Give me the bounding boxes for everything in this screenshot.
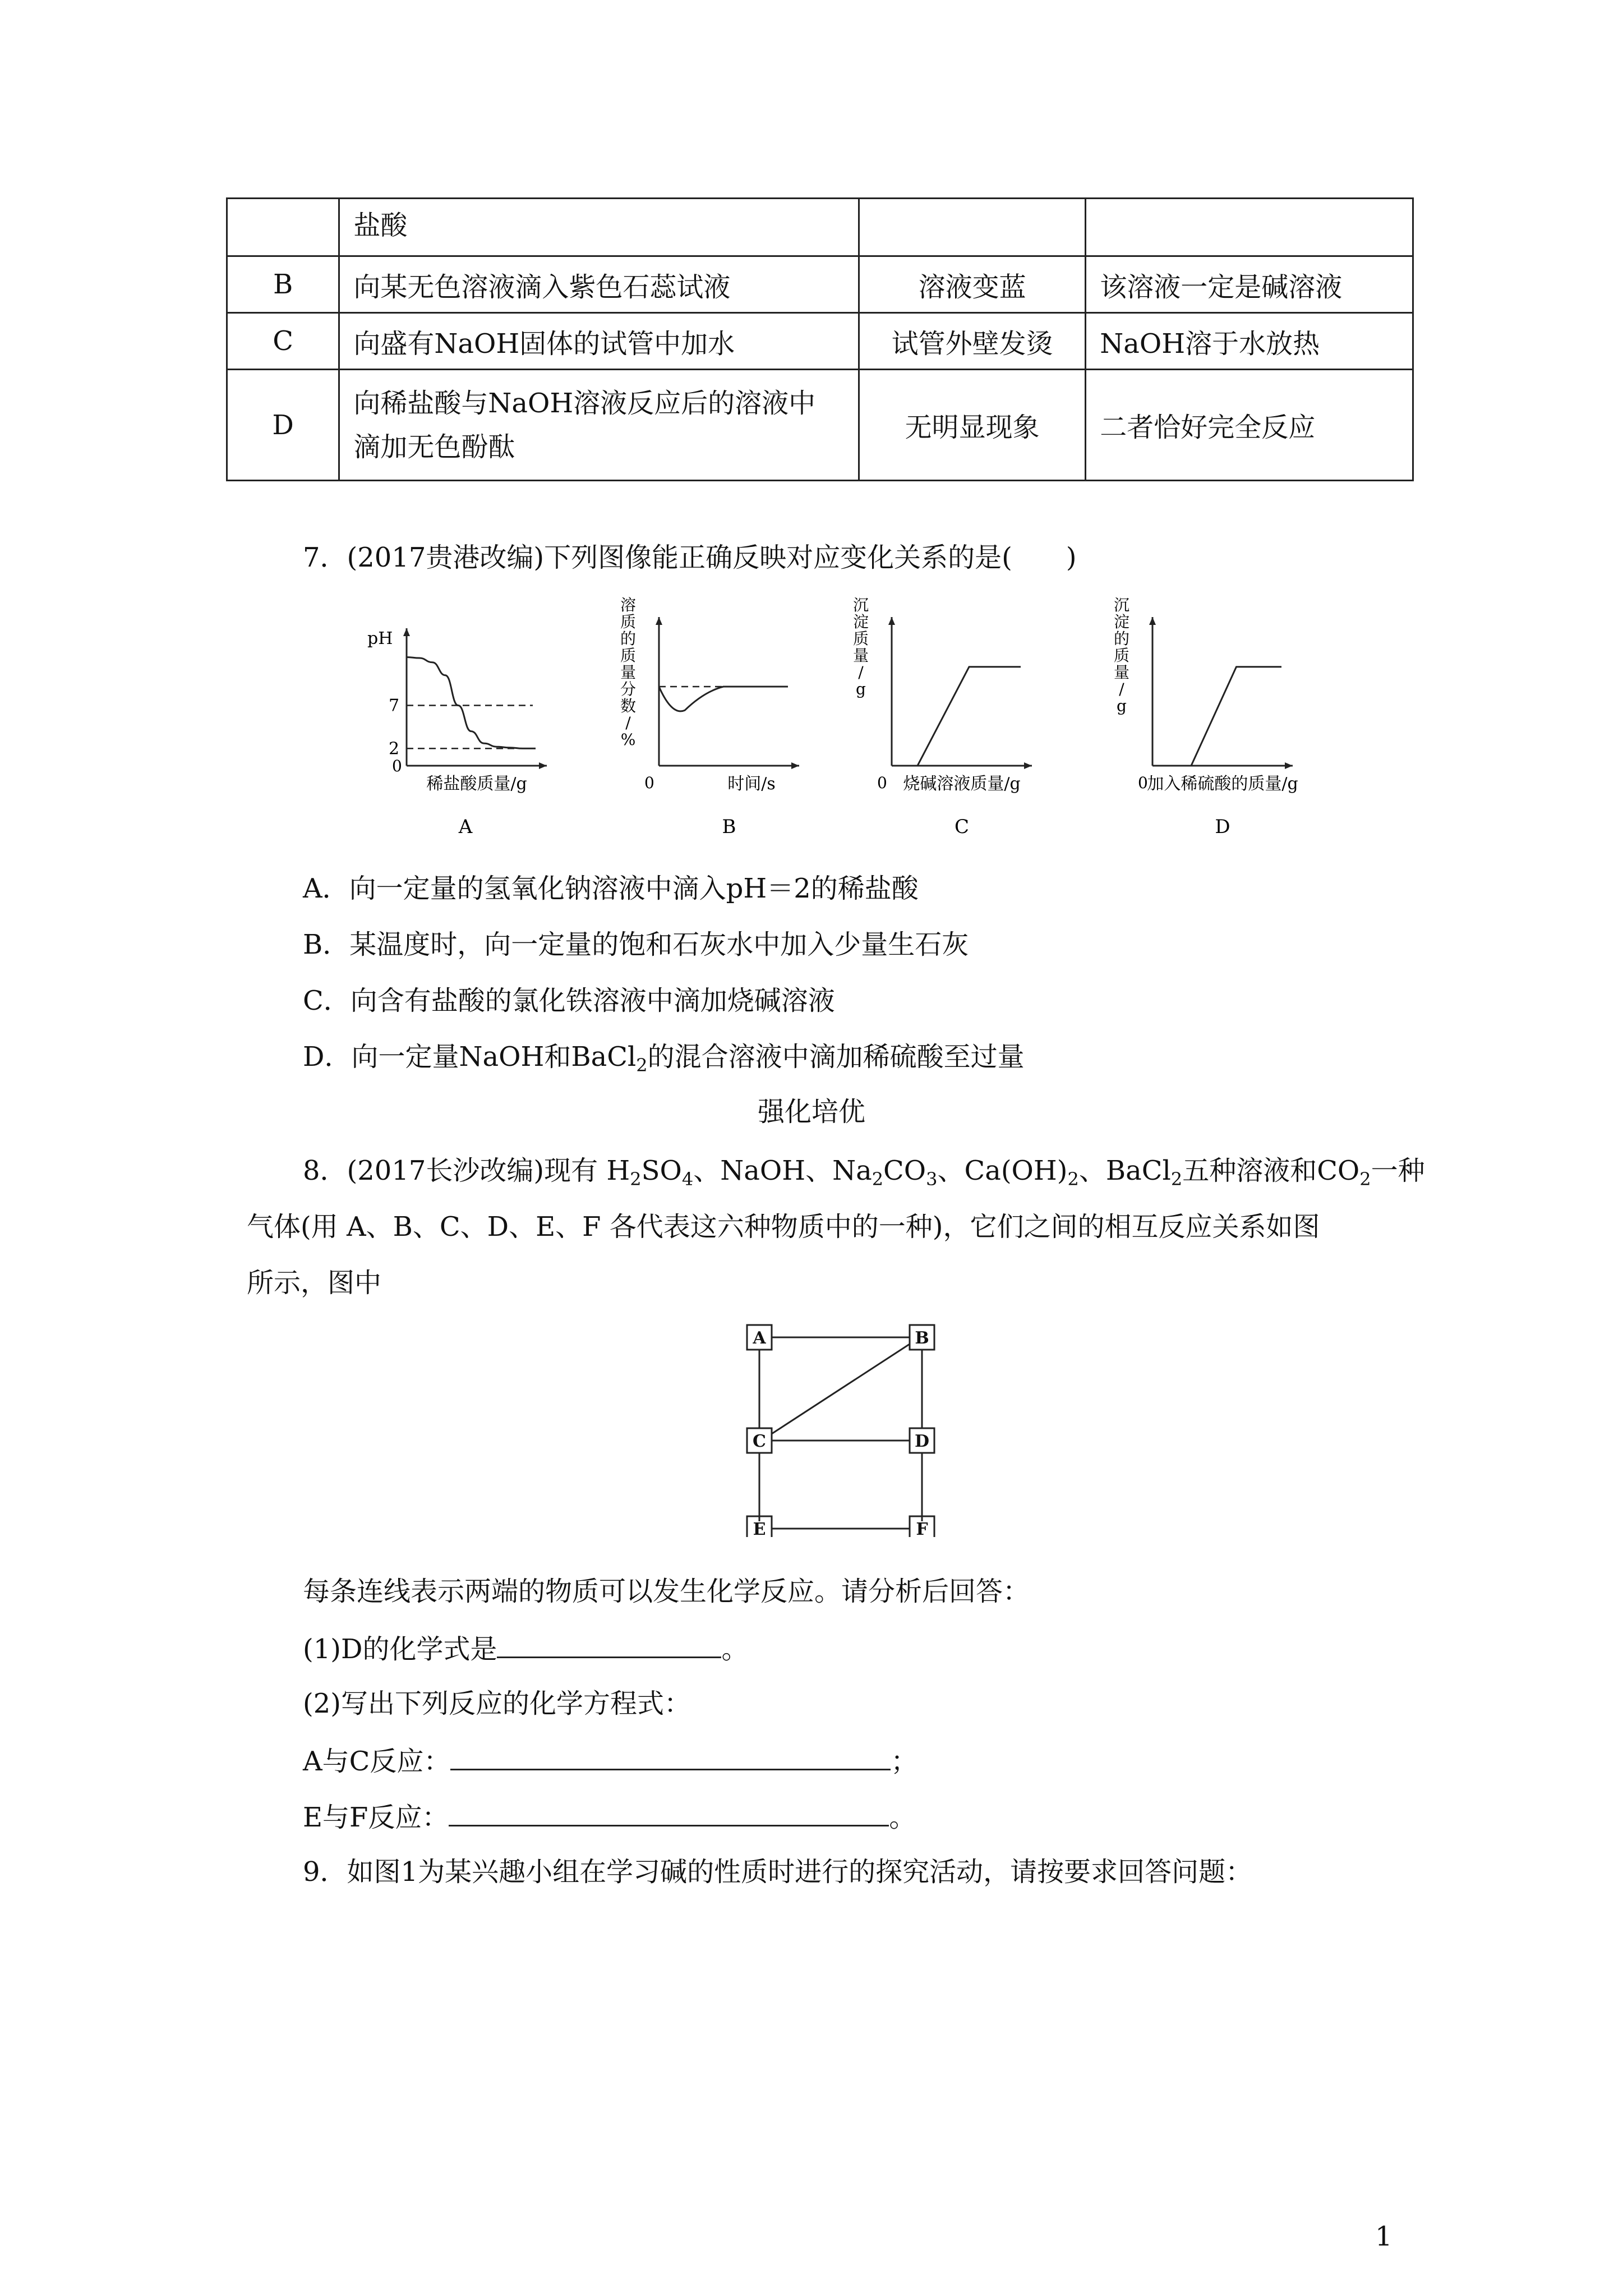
question-8-sub1 <box>303 1630 749 1667</box>
text: 。 <box>889 1802 916 1833</box>
origin-label: 0 <box>877 774 887 792</box>
y-axis-label-char: % <box>620 730 636 749</box>
y-axis-label-char: 淀 <box>1113 613 1130 631</box>
text: 。 <box>721 1634 749 1665</box>
option-d-text: D．向一定量NaOH和BaCl <box>303 1041 637 1073</box>
question-8-ac <box>303 1742 917 1779</box>
x-axis-arrow <box>791 762 799 769</box>
y-axis-label-char: 量 <box>852 646 869 665</box>
conclusion-cell <box>1086 199 1413 256</box>
y-axis-label-char: 量 <box>620 663 637 682</box>
series-line <box>659 687 788 711</box>
table-row <box>227 313 1413 370</box>
row-label: D <box>227 370 339 481</box>
table-row <box>227 370 1413 481</box>
node-b: B <box>915 1328 929 1348</box>
y-axis-label-char: g <box>1117 697 1127 715</box>
y-axis-label-char: 的 <box>620 629 637 648</box>
y-axis-label-char: 数 <box>620 697 637 715</box>
question-8-line2: 气体(用 A、B、C、D、E、F 各代表这六种物质中的一种)，它们之间的相互反应关系如图 <box>247 1211 1320 1243</box>
panel-label: B <box>722 816 736 838</box>
option-b: B．某温度时，向一定量的饱和石灰水中加入少量生石灰 <box>303 929 969 960</box>
text: ； <box>891 1746 918 1777</box>
y-tick-label: 2 <box>389 739 400 759</box>
node-c: C <box>753 1432 766 1451</box>
x-axis-label: 时间/s <box>727 774 776 794</box>
x-axis-label: 烧碱溶液质量/g <box>903 774 1021 794</box>
operation-cell: 盐酸 <box>339 199 859 256</box>
row-label: B <box>227 256 339 313</box>
reaction-diagram <box>729 1313 976 1537</box>
y-tick-label: 7 <box>389 696 400 716</box>
text: 一种 <box>1371 1155 1425 1186</box>
x-axis-arrow <box>1285 762 1293 769</box>
question-9: 9．如图1为某兴趣小组在学习碱的性质时进行的探究活动，请按要求回答问题： <box>303 1856 1253 1888</box>
answer-blank-d[interactable] <box>497 1630 721 1658</box>
y-axis-label-char: 沉 <box>852 596 869 614</box>
x-axis-label: 稀盐酸质量/g <box>426 774 527 794</box>
row-label <box>227 199 339 256</box>
node-d: D <box>914 1432 930 1451</box>
series-line <box>407 657 536 749</box>
panel-label: D <box>1215 816 1230 838</box>
option-a: A．向一定量的氢氧化钠溶液中滴入pH＝2的稀盐酸 <box>303 873 919 904</box>
y-axis-label: pH <box>367 629 393 648</box>
y-axis-label-char: 分 <box>620 680 637 698</box>
option-d <box>303 1039 1025 1083</box>
panel-label: C <box>954 816 970 838</box>
phenomenon-cell: 试管外壁发烫 <box>859 313 1086 370</box>
text: 8．(2017长沙改编)现有 H <box>303 1155 630 1186</box>
phenomenon-cell: 无明显现象 <box>859 370 1086 481</box>
y-axis-label-char: / <box>858 663 864 682</box>
y-axis-arrow <box>1149 617 1156 625</box>
y-axis-arrow <box>656 617 662 625</box>
question-8-ef <box>303 1798 916 1835</box>
y-axis-label-char: g <box>856 680 866 698</box>
conclusion-cell: 该溶液一定是碱溶液 <box>1086 256 1413 313</box>
subscript: 4 <box>681 1168 694 1190</box>
subscript: 2 <box>636 1055 648 1076</box>
text: SO <box>641 1155 682 1186</box>
table-row <box>227 256 1413 313</box>
experiment-table <box>226 197 1414 481</box>
text: CO <box>883 1155 926 1186</box>
operation-cell: 向某无色溶液滴入紫色石蕊试液 <box>339 256 859 313</box>
operation-line: 向稀盐酸与NaOH溶液反应后的溶液中 <box>353 387 816 419</box>
question-7-charts <box>359 595 1413 853</box>
y-axis-label-char: / <box>625 714 631 732</box>
subscript: 2 <box>1170 1168 1183 1190</box>
subscript: 2 <box>1067 1168 1079 1190</box>
operation-line: 滴加无色酚酞 <box>353 431 515 463</box>
conclusion-cell: NaOH溶于水放热 <box>1086 313 1413 370</box>
series-line <box>892 667 1021 766</box>
x-axis-label: 加入稀硫酸的质量/g <box>1147 774 1298 794</box>
y-axis-label-char: 的 <box>1113 629 1130 648</box>
subscript: 2 <box>630 1168 642 1190</box>
operation-cell <box>339 370 859 481</box>
origin-label: 0 <box>1138 774 1148 792</box>
subscript: 2 <box>1359 1168 1371 1190</box>
question-8-after: 每条连线表示两端的物质可以发生化学反应。请分析后回答： <box>303 1576 1030 1607</box>
row-label: C <box>227 313 339 370</box>
x-axis-arrow <box>539 762 547 769</box>
question-8-line1 <box>303 1153 1425 1197</box>
answer-blank-ac[interactable] <box>450 1742 891 1770</box>
conclusion-cell: 二者恰好完全反应 <box>1086 370 1413 481</box>
node-f: F <box>916 1520 928 1537</box>
subscript: 2 <box>872 1168 884 1190</box>
y-axis-label-char: 质 <box>852 629 869 648</box>
y-axis-arrow <box>403 628 410 636</box>
panel-label: A <box>458 816 473 838</box>
question-8-line3: 所示，图中 <box>247 1267 382 1299</box>
subscript: 3 <box>926 1168 938 1190</box>
option-c: C．向含有盐酸的氯化铁溶液中滴加烧碱溶液 <box>303 985 835 1016</box>
origin-label: 0 <box>392 757 402 775</box>
y-axis-label-char: 量 <box>1113 663 1130 682</box>
y-axis-label-char: 质 <box>620 646 637 665</box>
text: E与F反应： <box>303 1802 449 1833</box>
y-axis-label-char: 溶 <box>620 596 637 614</box>
y-axis-label-char: / <box>1119 680 1124 698</box>
y-axis-label-char: 沉 <box>1113 596 1130 614</box>
y-axis-arrow <box>888 617 895 625</box>
edge-c-b <box>772 1344 910 1434</box>
page-number: 1 <box>1375 2221 1393 2252</box>
section-title: 强化培优 <box>757 1096 865 1128</box>
node-a: A <box>753 1328 766 1348</box>
text: 、Ca(OH) <box>937 1155 1068 1186</box>
text: 五种溶液和CO <box>1182 1155 1360 1186</box>
y-axis-label-char: 质 <box>1113 646 1130 665</box>
answer-blank-ef[interactable] <box>449 1798 889 1826</box>
option-d-text-tail: 的混合溶液中滴加稀硫酸至过量 <box>647 1041 1025 1073</box>
operation-cell: 向盛有NaOH固体的试管中加水 <box>339 313 859 370</box>
y-axis-label-char: 质 <box>620 613 637 631</box>
text: A与C反应： <box>303 1746 451 1777</box>
y-axis-label-char: 淀 <box>852 613 869 631</box>
question-7-stem: 7．(2017贵港改编)下列图像能正确反映对应变化关系的是( ) <box>303 542 1077 573</box>
origin-label: 0 <box>644 774 654 792</box>
text: (1)D的化学式是 <box>303 1634 497 1665</box>
series-line <box>1152 667 1281 766</box>
x-axis-arrow <box>1024 762 1032 769</box>
text: 、NaOH、Na <box>693 1155 872 1186</box>
node-e: E <box>753 1520 766 1537</box>
phenomenon-cell <box>859 199 1086 256</box>
text: 、BaCl <box>1078 1155 1171 1186</box>
question-8-sub2: (2)写出下列反应的化学方程式： <box>303 1688 691 1719</box>
table-row <box>227 199 1413 256</box>
phenomenon-cell: 溶液变蓝 <box>859 256 1086 313</box>
